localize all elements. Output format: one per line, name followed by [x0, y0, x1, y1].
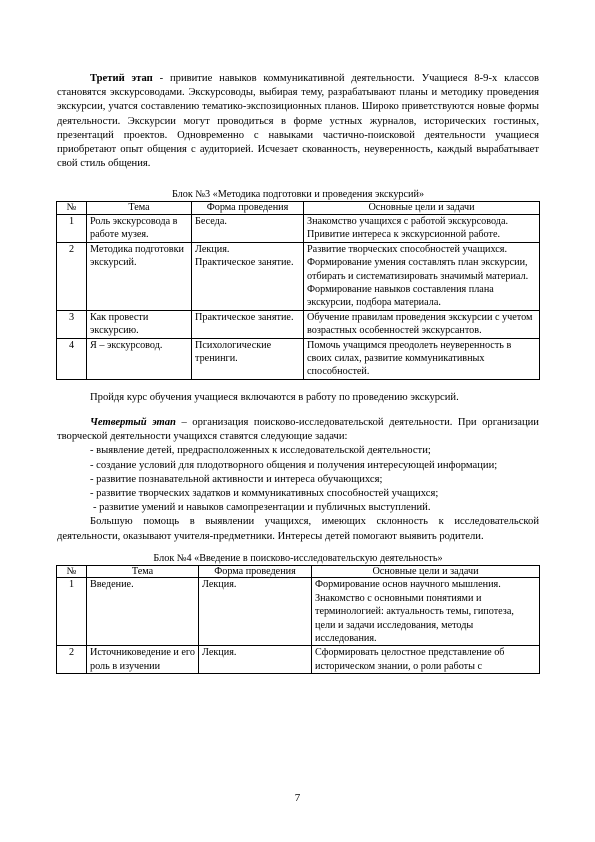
table-row — [57, 578, 540, 646]
stage4-lead: Четвертый этап — [90, 417, 176, 428]
table4-caption: Блок №4 «Введение в поисково-исследовательскую деятельность» — [153, 552, 443, 564]
list-item: - развитие умений и навыков самопрезентации и публичных выступлений. — [93, 502, 431, 514]
table-cell-num: 3 — [57, 310, 87, 338]
table-cell-form: Практическое занятие. — [192, 310, 304, 338]
paragraph-stage4 — [57, 416, 539, 444]
table-cell-goals: Знакомство учащихся с работой экскурсовода. Привитие интереса к экскурсионной работе. — [304, 214, 540, 242]
table-cell-num: 1 — [57, 214, 87, 242]
stage3-text: - привитие навыков коммуникативной деятельности. Учащиеся 8-9-х классов становятся экскурсоводами. Экскурсоводы, выбирая тему, разрабатывают планы и методику проведения экскурсии, учатся составлению тематико-экспозиционных планов. Широко приветствуются новые формы деятельности. Экскурсии могут проводиться в форме устных журналов, исторических гостиных, презентаций проектов. Одновременно с навыками частично-поисковой деятельности учащиеся приобретают опыт общения с аудиторией. Исчезает скованность, неуверенность, каждый вырабатывает свой стиль общения. — [57, 73, 539, 170]
table4-header-cell: Форма проведения — [199, 565, 312, 578]
table-cell-form: Лекция. Практическое занятие. — [192, 242, 304, 310]
table3-header-cell: Форма проведения — [192, 202, 304, 215]
table-cell-form: Лекция. — [199, 646, 312, 674]
table-cell-goals: Обучение правилам проведения экскурсии с учетом возрастных особенностей экскурсантов. — [304, 310, 540, 338]
paragraph-help: Большую помощь в выявлении учащихся, имеющих склонность к исследовательской деятельности, оказывают учителя-предметники. Интересы детей помогают выявить родители. — [57, 516, 539, 542]
table4 — [56, 565, 540, 674]
table-row — [57, 646, 540, 674]
page-number: 7 — [294, 792, 301, 804]
table-cell-topic: Как провести экскурсию. — [87, 310, 192, 338]
table3-header-cell: Тема — [87, 202, 192, 215]
table-row — [57, 242, 540, 310]
list-item: - развитие творческих задатков и коммуникативных способностей учащихся; — [90, 488, 439, 500]
table3-header-cell: № — [57, 202, 87, 215]
table3 — [56, 201, 540, 379]
stage4-task-list — [57, 444, 539, 515]
stage3-lead: Третий этап — [90, 73, 153, 84]
table-cell-topic: Введение. — [87, 578, 199, 646]
stage4-text: – организация поисково-исследовательской деятельности. При организации творческой деятельности учащихся ставятся следующие задачи: — [57, 417, 539, 443]
table-cell-num: 1 — [57, 578, 87, 646]
table4-header-cell: Основные цели и задачи — [312, 565, 540, 578]
table3-caption: Блок №3 «Методика подготовки и проведения экскурсий» — [171, 189, 425, 201]
page-content — [57, 72, 539, 674]
table-cell-goals: Развитие творческих способностей учащихся. Формирование умения составлять план экскурсии, отбирать и систематизировать значимый материал. Формирование навыков составления плана экскурсии, подбора материала. — [304, 242, 540, 310]
table-cell-num: 4 — [57, 338, 87, 379]
table3-header-row — [57, 202, 540, 215]
table-cell-num: 2 — [57, 242, 87, 310]
table-row — [57, 338, 540, 379]
table-cell-goals: Помочь учащимся преодолеть неуверенность в своих силах, развитие коммуникативных способностей. — [304, 338, 540, 379]
table4-header-row — [57, 565, 540, 578]
table-cell-topic: Методика подготовки экскурсий. — [87, 242, 192, 310]
table-cell-form: Психологические тренинги. — [192, 338, 304, 379]
table-cell-topic: Я – экскурсовод. — [87, 338, 192, 379]
table-cell-goals: Сформировать целостное представление об историческом знании, о роли работы с — [312, 646, 540, 674]
table-cell-goals: Формирование основ научного мышления. Знакомство с основными понятиями и терминологией: актуальность темы, гипотеза, цели и задачи исследования, методы исследования. — [312, 578, 540, 646]
table-row — [57, 214, 540, 242]
list-item: - выявление детей, предрасположенных к исследовательской деятельности; — [90, 445, 431, 457]
table3-header-cell: Основные цели и задачи — [304, 202, 540, 215]
table-cell-form: Беседа. — [192, 214, 304, 242]
table-cell-topic: Роль экскурсовода в работе музея. — [87, 214, 192, 242]
table-cell-num: 2 — [57, 646, 87, 674]
paragraph-after-table3: Пройдя курс обучения учащиеся включаются в работу по проведению экскурсий. — [90, 391, 459, 403]
table-row — [57, 310, 540, 338]
table4-header-cell: № — [57, 565, 87, 578]
paragraph-stage3 — [57, 72, 539, 171]
table-cell-topic: Источниковедение и его роль в изучении — [87, 646, 199, 674]
table4-header-cell: Тема — [87, 565, 199, 578]
table-cell-form: Лекция. — [199, 578, 312, 646]
list-item: - развитие познавательной активности и интереса обучающихся; — [90, 473, 383, 485]
list-item: - создание условий для плодотворного общения и получения интересующей информации; — [90, 459, 498, 471]
